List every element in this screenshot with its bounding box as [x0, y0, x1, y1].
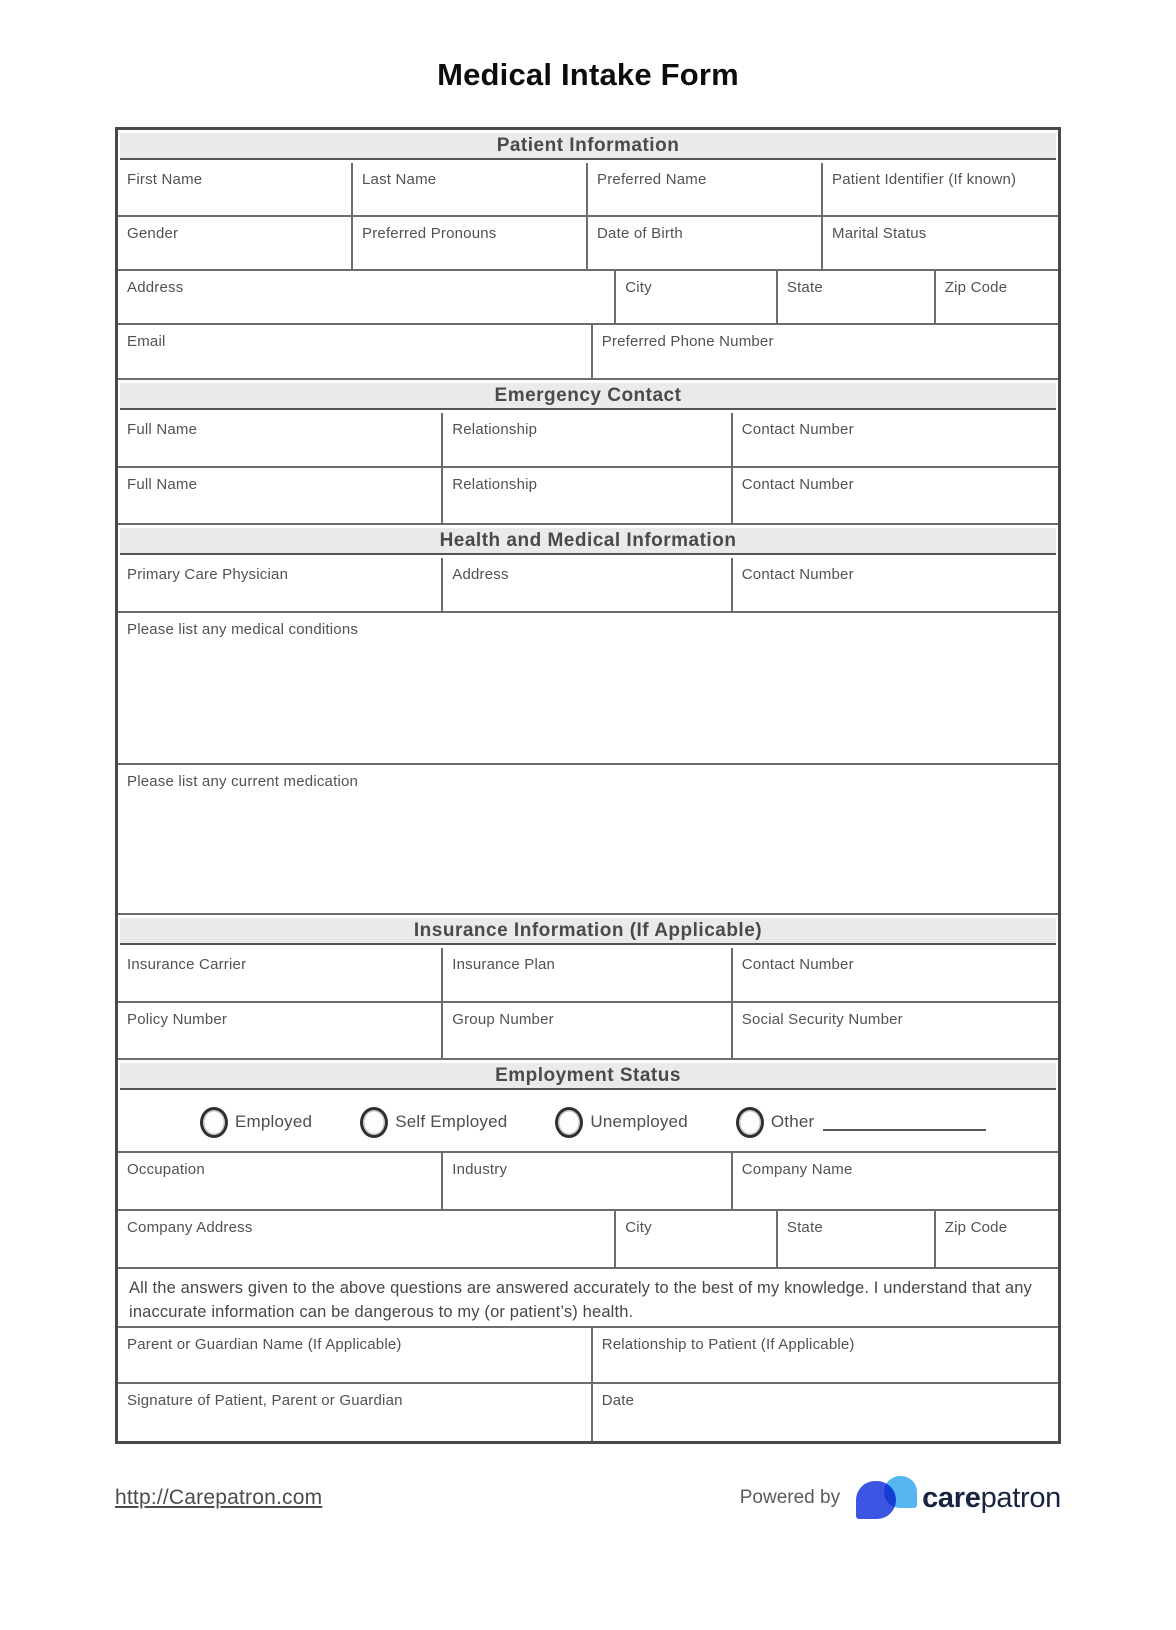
field-date-of-birth[interactable]	[588, 217, 823, 269]
patient-row-3	[118, 271, 1058, 325]
carepatron-logo-icon	[856, 1476, 920, 1520]
field-zip-code[interactable]	[936, 271, 1058, 323]
patient-row-4	[118, 325, 1058, 380]
field-label: Full Name	[127, 421, 198, 438]
page-title: Medical Intake Form	[437, 57, 739, 92]
field-insurance-plan[interactable]	[443, 948, 733, 1001]
field-label: City	[625, 279, 652, 296]
radio-label: Other	[770, 1112, 815, 1131]
powered-by-label: Powered by	[739, 1487, 841, 1508]
page-footer	[115, 1472, 1061, 1524]
field-label: Please list any medical conditions	[127, 621, 359, 638]
field-preferred-name[interactable]	[588, 163, 823, 215]
field-email[interactable]	[118, 325, 593, 378]
field-physician-address[interactable]	[443, 558, 733, 611]
field-label: Industry	[452, 1161, 508, 1178]
section-title: Insurance Information (If Applicable)	[413, 920, 763, 941]
field-social-security-number[interactable]	[733, 1003, 1058, 1058]
section-title: Employment Status	[495, 1065, 681, 1086]
guardian-row	[118, 1328, 1058, 1384]
field-primary-care-physician[interactable]	[118, 558, 443, 611]
field-label: State	[786, 279, 823, 296]
radio-unemployed[interactable]	[555, 1107, 687, 1138]
field-relationship-to-patient[interactable]	[593, 1328, 1058, 1382]
patient-row-2	[118, 217, 1058, 271]
section-title: Emergency Contact	[494, 385, 682, 406]
field-company-city[interactable]	[616, 1211, 778, 1267]
brand-care: care	[922, 1481, 981, 1514]
field-insurance-carrier[interactable]	[118, 948, 443, 1001]
field-emergency1-contact-number[interactable]	[733, 413, 1058, 466]
radio-other[interactable]	[736, 1107, 987, 1138]
field-label: Primary Care Physician	[127, 566, 289, 583]
employment-row-2	[118, 1211, 1058, 1269]
field-label: Zip Code	[944, 1219, 1008, 1236]
field-label: Gender	[127, 225, 179, 242]
field-label: Relationship	[452, 476, 538, 493]
field-emergency1-relationship[interactable]	[443, 413, 733, 466]
field-city[interactable]	[616, 271, 778, 323]
field-emergency2-contact-number[interactable]	[733, 468, 1058, 523]
section-header-employment-status	[120, 1063, 1056, 1090]
declaration-row	[118, 1269, 1058, 1328]
field-label: Address	[127, 279, 184, 296]
field-label: Preferred Name	[597, 171, 707, 188]
field-label: Contact Number	[741, 566, 854, 583]
signature-row	[118, 1384, 1058, 1441]
field-label: Marital Status	[832, 225, 927, 242]
field-emergency2-full-name[interactable]	[118, 468, 443, 523]
field-label: Last Name	[362, 171, 437, 188]
field-label: Relationship	[452, 421, 538, 438]
other-fill-line[interactable]	[823, 1114, 986, 1131]
field-parent-guardian-name[interactable]	[118, 1328, 593, 1382]
field-label: Relationship to Patient (If Applicable)	[601, 1336, 855, 1353]
field-current-medication[interactable]	[118, 765, 1058, 913]
field-label: Date of Birth	[597, 225, 683, 242]
field-label: Please list any current medication	[127, 773, 359, 790]
field-last-name[interactable]	[353, 163, 588, 215]
employment-row-1	[118, 1153, 1058, 1211]
section-title: Health and Medical Information	[439, 530, 737, 551]
field-group-number[interactable]	[443, 1003, 733, 1058]
field-label: Signature of Patient, Parent or Guardian	[127, 1392, 403, 1409]
field-label: Full Name	[127, 476, 198, 493]
field-label: Company Address	[127, 1219, 253, 1236]
field-medical-conditions[interactable]	[118, 613, 1058, 763]
field-company-state[interactable]	[778, 1211, 936, 1267]
field-preferred-pronouns[interactable]	[353, 217, 588, 269]
radio-circle-icon[interactable]	[555, 1107, 583, 1138]
radio-label: Employed	[235, 1112, 313, 1131]
emergency-row-1	[118, 413, 1058, 468]
insurance-row-2	[118, 1003, 1058, 1060]
declaration-text: All the answers given to the above questions are answered accurately to the best of my knowledge. I understand that any inaccurate information can be dangerous to my (or patient’s) health.	[129, 1279, 1032, 1321]
emergency-row-2	[118, 468, 1058, 525]
logo-bubble-right	[884, 1476, 917, 1508]
section-header-emergency-contact	[120, 383, 1056, 410]
powered-by-block	[740, 1476, 1061, 1520]
radio-label: Self Employed	[395, 1112, 508, 1131]
employment-status-options-row	[118, 1093, 1058, 1153]
field-label: Parent or Guardian Name (If Applicable)	[127, 1336, 402, 1353]
field-label: Contact Number	[741, 421, 854, 438]
field-label: Company Name	[741, 1161, 853, 1178]
patient-row-1	[118, 163, 1058, 217]
field-emergency2-relationship[interactable]	[443, 468, 733, 523]
field-date[interactable]	[593, 1384, 1058, 1441]
field-company-address[interactable]	[118, 1211, 616, 1267]
field-address[interactable]	[118, 271, 616, 323]
radio-circle-icon[interactable]	[200, 1107, 228, 1138]
brand-patron: patron	[980, 1481, 1061, 1514]
field-preferred-phone[interactable]	[593, 325, 1058, 378]
section-header-insurance	[120, 918, 1056, 945]
field-label: Group Number	[452, 1011, 554, 1028]
radio-self-employed[interactable]	[360, 1107, 507, 1138]
field-label: Policy Number	[127, 1011, 228, 1028]
field-label: Insurance Plan	[452, 956, 556, 973]
field-label: Email	[127, 333, 166, 350]
field-emergency1-full-name[interactable]	[118, 413, 443, 466]
current-medication-row	[118, 765, 1058, 915]
field-label: First Name	[127, 171, 203, 188]
health-row-1	[118, 558, 1058, 613]
section-title: Patient Information	[496, 135, 680, 156]
medical-conditions-row	[118, 613, 1058, 765]
field-state[interactable]	[778, 271, 936, 323]
field-company-name[interactable]	[733, 1153, 1058, 1209]
field-marital-status[interactable]	[823, 217, 1058, 269]
field-label: Date	[601, 1392, 635, 1409]
field-patient-identifier[interactable]	[823, 163, 1058, 215]
intake-form-table	[115, 127, 1061, 1444]
field-occupation[interactable]	[118, 1153, 443, 1209]
field-label: Preferred Pronouns	[362, 225, 497, 242]
field-label: Insurance Carrier	[127, 956, 247, 973]
field-label: Social Security Number	[741, 1011, 903, 1028]
insurance-row-1	[118, 948, 1058, 1003]
field-physician-contact-number[interactable]	[733, 558, 1058, 611]
field-label: Contact Number	[741, 476, 854, 493]
field-label: Address	[452, 566, 509, 583]
field-label: Occupation	[127, 1161, 205, 1178]
field-label: State	[786, 1219, 823, 1236]
field-company-zip-code[interactable]	[936, 1211, 1058, 1267]
field-label: Contact Number	[741, 956, 854, 973]
field-first-name[interactable]	[118, 163, 353, 215]
radio-circle-icon[interactable]	[360, 1107, 388, 1138]
radio-label: Unemployed	[590, 1112, 688, 1131]
field-label: City	[625, 1219, 652, 1236]
field-policy-number[interactable]	[118, 1003, 443, 1058]
field-insurance-contact-number[interactable]	[733, 948, 1058, 1001]
field-label: Patient Identifier (If known)	[832, 171, 1017, 188]
field-industry[interactable]	[443, 1153, 733, 1209]
section-header-patient-information	[120, 133, 1056, 160]
website-link[interactable]: http://Carepatron.com	[115, 1486, 323, 1509]
section-header-health-medical	[120, 528, 1056, 555]
radio-employed[interactable]	[200, 1107, 312, 1138]
field-label: Preferred Phone Number	[601, 333, 774, 350]
radio-circle-icon[interactable]	[736, 1107, 764, 1138]
field-gender[interactable]	[118, 217, 353, 269]
field-label: Zip Code	[944, 279, 1008, 296]
field-signature[interactable]	[118, 1384, 593, 1441]
carepatron-wordmark	[922, 1482, 1061, 1515]
